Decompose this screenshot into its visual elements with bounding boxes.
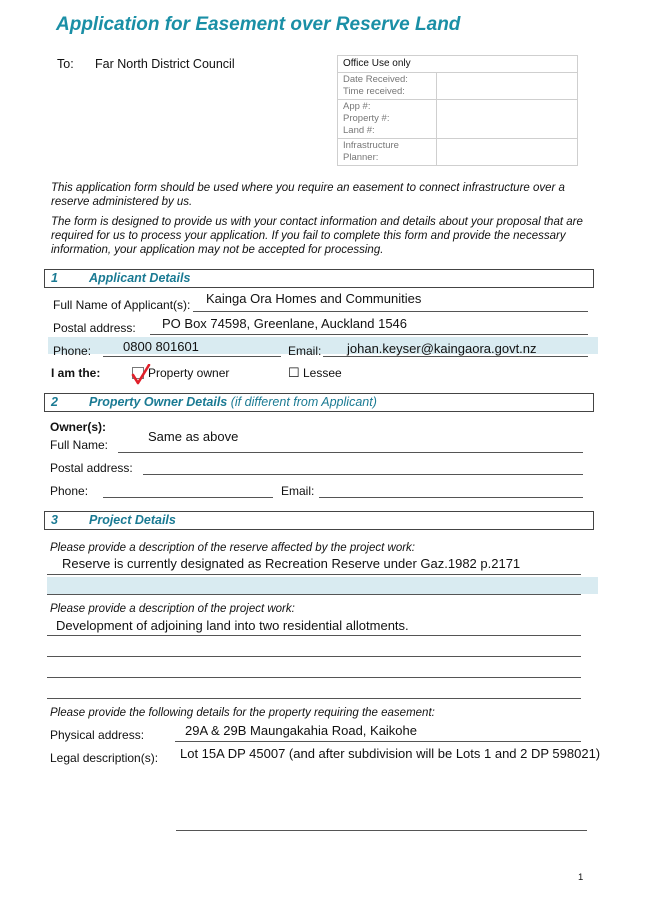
reserve-underline-2 xyxy=(47,594,581,595)
physical-address-label: Physical address: xyxy=(50,728,145,742)
section-2-header xyxy=(44,393,594,412)
to-value: Far North District Council xyxy=(95,57,235,71)
section-1-title: Applicant Details xyxy=(89,271,191,285)
property-prompt: Please provide the following details for the property requiring the easement: xyxy=(50,707,435,719)
section-3-header xyxy=(44,511,594,530)
owner-fullname-field[interactable]: Same as above xyxy=(148,429,239,444)
section-3-number: 3 xyxy=(51,513,58,527)
legal-description-underline[interactable] xyxy=(176,830,587,831)
section-2-title-wrap xyxy=(89,394,377,411)
section-1-number: 1 xyxy=(51,271,58,285)
applicant-name-label: Full Name of Applicant(s): xyxy=(53,298,191,312)
reserve-description-field[interactable]: Reserve is currently designated as Recreation Reserve under Gaz.1982 p.2171 xyxy=(62,556,521,571)
reserve-underline-1 xyxy=(47,574,581,575)
office-use-planner-cell: Infrastructure Planner: xyxy=(338,139,437,166)
postal-address-field[interactable]: PO Box 74598, Greenlane, Auckland 1546 xyxy=(162,316,408,331)
i-am-the-label: I am the: xyxy=(51,366,101,380)
section-2-subtitle: (if different from Applicant) xyxy=(230,395,377,409)
office-use-app-cell: App #: Property #: Land #: xyxy=(338,100,437,139)
office-use-table xyxy=(337,55,578,166)
phone-label: Phone: xyxy=(53,344,92,358)
office-use-date-value[interactable] xyxy=(437,73,578,100)
lessee-option[interactable]: Lessee xyxy=(303,366,342,380)
email-underline xyxy=(323,356,588,357)
applicant-name-field[interactable]: Kainga Ora Homes and Communities xyxy=(206,291,422,306)
owner-fullname-label: Full Name: xyxy=(50,438,109,452)
physical-address-underline xyxy=(175,741,581,742)
owners-label: Owner(s): xyxy=(50,420,107,434)
legal-description-field[interactable]: Lot 15A DP 45007 (and after subdivision will be Lots 1 and 2 DP 598021) xyxy=(180,746,601,761)
email-field[interactable]: johan.keyser@kaingaora.govt.nz xyxy=(347,341,537,356)
owner-email-field[interactable] xyxy=(319,497,583,498)
owner-phone-field[interactable] xyxy=(103,497,273,498)
work-description-field[interactable]: Development of adjoining land into two residential allotments. xyxy=(56,618,409,633)
page-title: Application for Easement over Reserve Land xyxy=(56,14,461,35)
office-use-app-value[interactable] xyxy=(437,100,578,139)
intro-paragraph-1: This application form should be used where you require an easement to connect infrastructure over a reserve administered by us. xyxy=(51,182,565,208)
work-underline-3[interactable] xyxy=(47,677,581,678)
office-use-planner-value[interactable] xyxy=(437,139,578,166)
phone-underline xyxy=(103,356,281,357)
section-2-title: Property Owner Details xyxy=(89,395,228,409)
section-2-number: 2 xyxy=(51,395,58,409)
page-number: 1 xyxy=(578,872,584,883)
work-underline-1 xyxy=(47,635,581,636)
physical-address-field[interactable]: 29A & 29B Maungakahia Road, Kaikohe xyxy=(185,723,418,738)
work-prompt: Please provide a description of the project work: xyxy=(50,603,295,615)
owner-postal-field[interactable] xyxy=(143,474,583,475)
office-use-heading: Office Use only xyxy=(338,56,578,73)
section-3-title: Project Details xyxy=(89,513,176,527)
section-1-header xyxy=(44,269,594,288)
postal-address-label: Postal address: xyxy=(53,321,136,335)
reserve-extra-line-fill[interactable] xyxy=(47,577,598,594)
office-use-date-cell: Date Received: Time received: xyxy=(338,73,437,100)
email-label: Email: xyxy=(288,344,322,358)
legal-description-label: Legal description(s): xyxy=(50,751,159,765)
work-underline-4[interactable] xyxy=(47,698,581,699)
reserve-prompt: Please provide a description of the reserve affected by the project work: xyxy=(50,542,416,554)
owner-phone-label: Phone: xyxy=(50,484,89,498)
applicant-name-underline xyxy=(193,311,588,312)
postal-address-underline xyxy=(150,334,588,335)
phone-field[interactable]: 0800 801601 xyxy=(123,339,199,354)
to-label: To: xyxy=(57,57,74,71)
work-underline-2[interactable] xyxy=(47,656,581,657)
intro-paragraph-2: The form is designed to provide us with your contact information and details about your proposal that are required for us to process your application. If you fail to complete this form and provide the necessary information, your application may not be accepted for processing. xyxy=(51,216,583,256)
owner-email-label: Email: xyxy=(281,484,315,498)
property-owner-option[interactable]: Property owner xyxy=(148,366,230,380)
owner-postal-label: Postal address: xyxy=(50,461,133,475)
owner-fullname-underline xyxy=(118,452,583,453)
lessee-checkbox[interactable]: ☐ xyxy=(288,365,300,380)
